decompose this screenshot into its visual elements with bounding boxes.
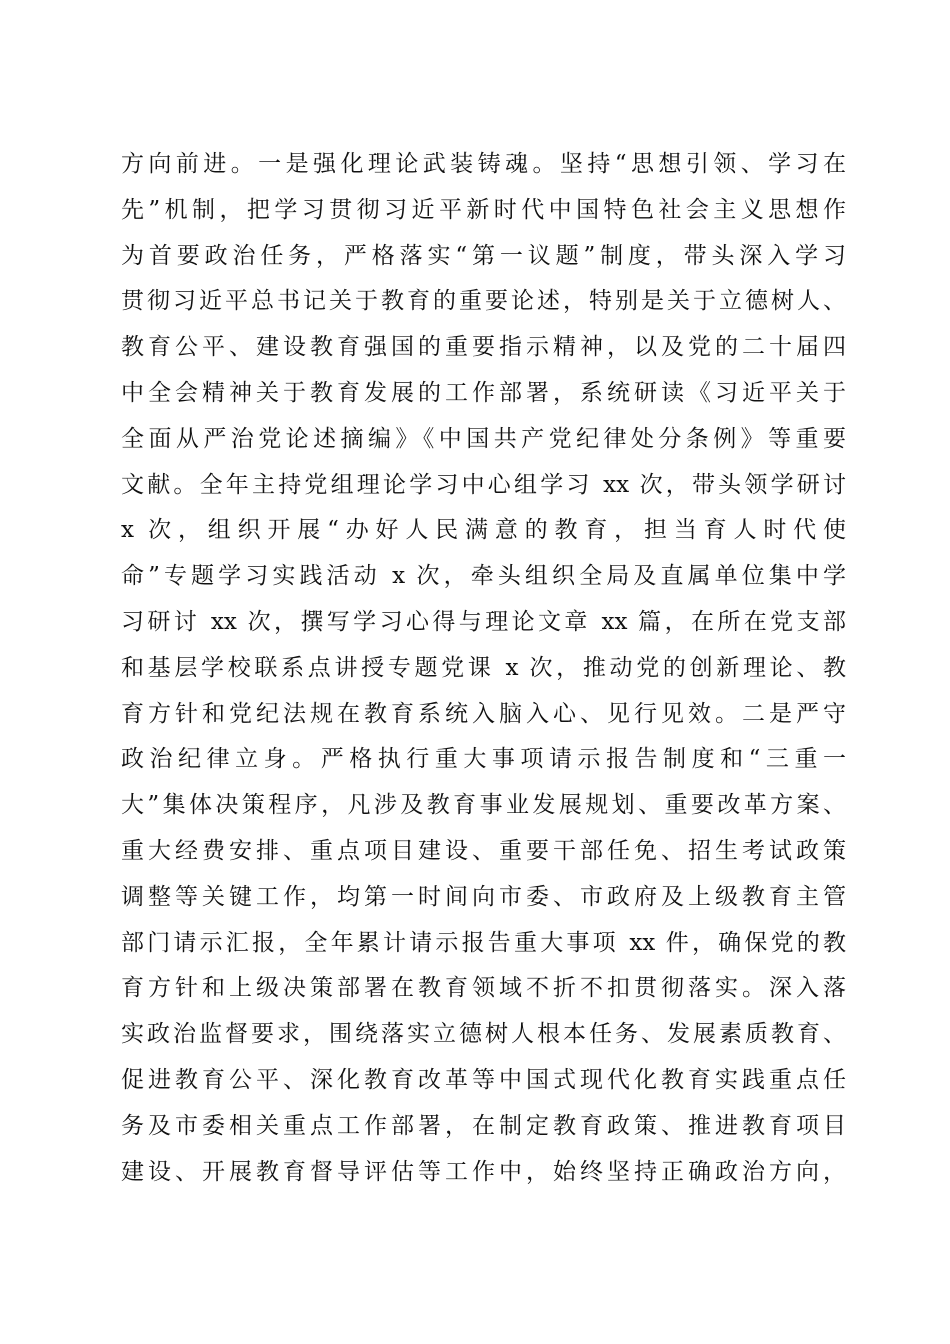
text-line: 实政治监督要求，围绕落实立德树人根本任务、发展素质教育、 — [121, 1021, 846, 1048]
text-line: 文献。全年主持党组理论学习中心组学习 xx 次，带头领学研讨 — [121, 471, 846, 498]
text-line: 建设、开展教育督导评估等工作中，始终坚持正确政治方向， — [121, 1158, 846, 1185]
text-line: 育方针和党纪法规在教育系统入脑入心、见行见效。二是严守 — [121, 700, 846, 727]
text-line: 育方针和上级决策部署在教育领域不折不扣贯彻落实。深入落 — [121, 975, 846, 1002]
text-line: 政治纪律立身。严格执行重大事项请示报告制度和“三重一 — [121, 746, 846, 773]
text-line: 部门请示汇报，全年累计请示报告重大事项 xx 件，确保党的教 — [121, 929, 846, 956]
text-line: 中全会精神关于教育发展的工作部署，系统研读《习近平关于 — [121, 379, 846, 406]
text-line: 命”专题学习实践活动 x 次，牵头组织全局及直属单位集中学 — [121, 563, 846, 590]
text-line: 促进教育公平、深化教育改革等中国式现代化教育实践重点任 — [121, 1066, 846, 1093]
text-line: 重大经费安排、重点项目建设、重要干部任免、招生考试政策 — [121, 837, 846, 864]
text-line: 和基层学校联系点讲授专题党课 x 次，推动党的创新理论、教 — [121, 654, 846, 681]
body-paragraph — [121, 142, 846, 1195]
text-line: 先”机制，把学习贯彻习近平新时代中国特色社会主义思想作 — [121, 196, 846, 223]
text-line: 务及市委相关重点工作部署，在制定教育政策、推进教育项目 — [121, 1112, 846, 1139]
text-line: 大”集体决策程序，凡涉及教育事业发展规划、重要改革方案、 — [121, 792, 846, 819]
text-line: 调整等关键工作，均第一时间向市委、市政府及上级教育主管 — [121, 883, 846, 910]
text-line: 全面从严治党论述摘编》《中国共产党纪律处分条例》等重要 — [121, 425, 846, 452]
text-line: 方向前进。一是强化理论武装铸魂。坚持“思想引领、学习在 — [121, 151, 846, 177]
text-line: 为首要政治任务，严格落实“第一议题”制度，带头深入学习 — [121, 242, 846, 269]
text-line: x 次，组织开展“办好人民满意的教育，担当育人时代使 — [121, 517, 846, 544]
text-line: 教育公平、建设教育强国的重要指示精神，以及党的二十届四 — [121, 334, 846, 361]
text-line: 习研讨 xx 次，撰写学习心得与理论文章 xx 篇，在所在党支部 — [121, 608, 846, 635]
text-line: 贯彻习近平总书记关于教育的重要论述，特别是关于立德树人、 — [121, 288, 846, 315]
